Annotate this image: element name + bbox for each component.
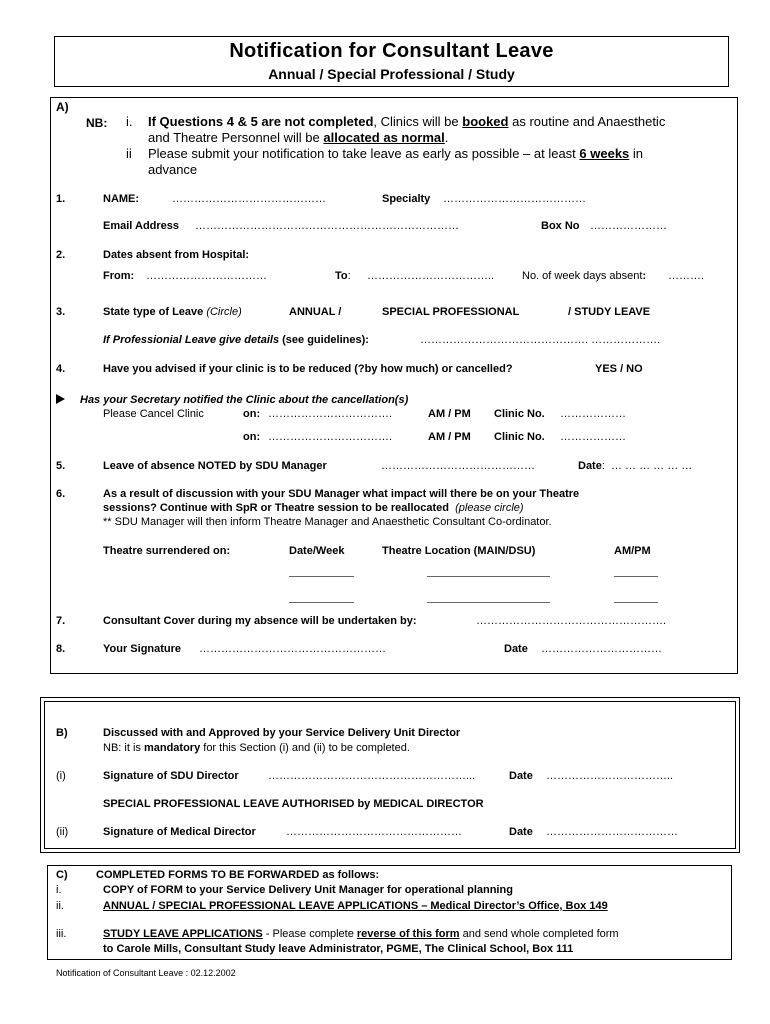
date-week-field-2[interactable] [289, 596, 354, 608]
section-a-box [50, 97, 738, 674]
cancel-ampm-1[interactable]: AM / PM [428, 408, 471, 420]
q1-number: 1. [56, 193, 66, 205]
q2-number: 2. [56, 249, 66, 261]
nb-ii-number: ii [126, 146, 132, 161]
nb-i-line2-text: and Theatre Personnel will be [148, 130, 324, 145]
q1-name-field[interactable]: …………………………………… [172, 193, 326, 205]
q2-weekdays-field[interactable]: ………. [668, 270, 705, 282]
nb-i-booked: booked [462, 114, 509, 129]
q4-yes-no[interactable]: YES / NO [595, 363, 643, 375]
q5-date-colon: : [601, 460, 605, 472]
q1-email-label: Email Address [103, 220, 180, 232]
clinic-no-field-1[interactable]: ……………… [560, 408, 626, 420]
col-date-week: Date/Week [289, 545, 345, 557]
q3-details-italic: If Professionial Leave give details [103, 334, 280, 346]
section-b-label: B) [56, 727, 68, 739]
q8-number: 8. [56, 643, 66, 655]
q8-label: Your Signature [103, 643, 182, 655]
section-c-iii-reverse: reverse of this form [356, 928, 460, 940]
clinic-no-label-1: Clinic No. [494, 408, 545, 420]
nb-ii-line2: advance [148, 162, 198, 177]
title-box [54, 36, 729, 87]
cancel-clinic-label: Please Cancel Clinic [103, 408, 204, 420]
q2-weekdays-colon: : [642, 270, 647, 282]
section-c-i-number: i. [56, 884, 62, 896]
q6-line2 [103, 502, 524, 514]
q1-name-label: NAME: [103, 193, 140, 205]
special-leave-authorised: SPECIAL PROFESSIONAL LEAVE AUTHORISED by MEDICAL DIRECTOR [103, 798, 484, 810]
medical-director-date-label: Date [509, 826, 533, 838]
q1-email-field[interactable]: ……………………………………………………………… [195, 220, 459, 232]
section-c-heading: COMPLETED FORMS TO BE FORWARDED as follows: [96, 869, 380, 881]
ampm-field-1[interactable] [614, 570, 658, 582]
q3-option-annual[interactable]: ANNUAL / [289, 306, 342, 318]
date-week-field-1[interactable] [289, 570, 354, 582]
nb-ii-weeks: 6 weeks [579, 146, 630, 161]
q1-specialty-label: Specialty [382, 193, 431, 205]
q3-label [103, 306, 242, 318]
nb-i-rest: as routine and Anaesthetic [508, 114, 666, 129]
q3-label-text: State type of Leave [103, 306, 204, 318]
section-c-ii-text: ANNUAL / SPECIAL PROFESSIONAL LEAVE APPLICATIONS – Medical Director’s Office, Box 149 [103, 900, 608, 912]
medical-director-date-field[interactable]: ……………………………… [546, 826, 678, 838]
location-field-2[interactable] [427, 596, 550, 608]
nb-i-line2-end: . [444, 130, 449, 145]
ampm-field-2[interactable] [614, 596, 658, 608]
location-field-1[interactable] [427, 570, 550, 582]
q3-circle-hint: (Circle) [206, 306, 242, 318]
footer-text: Notification of Consultant Leave : 02.12.2002 [56, 968, 236, 978]
q2-to-label [335, 270, 351, 282]
q3-option-special[interactable]: SPECIAL PROFESSIONAL [382, 306, 520, 318]
nb-i-plain: , Clinics will be [373, 114, 463, 129]
section-b-nb [103, 742, 410, 754]
q6-line1: As a result of discussion with your SDU Manager what impact will there be on your Theatre [103, 488, 580, 500]
q8-date-label: Date [504, 643, 528, 655]
q1-box-label: Box No [541, 220, 580, 232]
section-b-heading: Discussed with and Approved by your Service Delivery Unit Director [103, 727, 461, 739]
q3-number: 3. [56, 306, 66, 318]
q2-weekdays-text: No. of week days absent [522, 270, 643, 282]
q3-details-label [103, 334, 369, 346]
nb-i-line2 [148, 130, 448, 145]
page-title: Notification for Consultant Leave [229, 40, 554, 62]
sdu-director-signature-field[interactable]: ………………………………………………... [268, 770, 476, 782]
secretary-question: Has your Secretary notified the Clinic about the cancellation(s) [80, 394, 409, 406]
q6-line3: ** SDU Manager will then inform Theatre Manager and Anaesthetic Consultant Co-ordinator. [103, 516, 552, 528]
clinic-no-label-2: Clinic No. [494, 431, 545, 443]
q2-from-label: From: [103, 270, 135, 282]
q5-label: Leave of absence NOTED by SDU Manager [103, 460, 327, 472]
nb-ii-plain: Please submit your notification to take leave as early as possible – at least [148, 146, 580, 161]
q4-label: Have you advised if your clinic is to be reduced (?by how much) or cancelled? [103, 363, 513, 375]
section-c-iii-line2: to Carole Mills, Consultant Study leave Administrator, PGME, The Clinical School, Box 111 [103, 943, 574, 955]
q5-number: 5. [56, 460, 66, 472]
clinic-no-field-2[interactable]: ……………… [560, 431, 626, 443]
q4-number: 4. [56, 363, 66, 375]
q5-date-label [578, 460, 605, 472]
q6-number: 6. [56, 488, 66, 500]
medical-director-signature-label: Signature of Medical Director [103, 826, 256, 838]
sdu-director-date-field[interactable]: …………………………….. [546, 770, 674, 782]
cancel-date-field-2[interactable]: ……………………………. [268, 431, 393, 443]
cancel-on-label-1: on: [243, 408, 261, 420]
section-b-nb-text: NB: it is [103, 742, 144, 754]
cancel-ampm-2[interactable]: AM / PM [428, 431, 471, 443]
section-c-i-text: COPY of FORM to your Service Delivery Unit Manager for operational planning [103, 884, 513, 896]
cancel-on-label-2: on: [243, 431, 261, 443]
q2-from-field[interactable]: …………………………… [146, 270, 267, 282]
q8-signature-field[interactable]: …………………………………………… [199, 643, 386, 655]
nb-i-allocated: allocated as normal [323, 130, 445, 145]
q1-box-field[interactable]: ………………… [590, 220, 667, 232]
q5-date-field[interactable]: … … … … … … [611, 460, 693, 472]
q2-to-text: To [335, 270, 348, 282]
section-b-i-number: (i) [56, 770, 66, 782]
q2-weekdays-label [522, 270, 646, 282]
q8-date-field[interactable]: …………………………… [541, 643, 662, 655]
sdu-director-signature-label: Signature of SDU Director [103, 770, 239, 782]
section-c-label: C) [56, 869, 68, 881]
q7-field[interactable]: ……………………………………………. [476, 615, 667, 627]
page-subtitle: Annual / Special Professional / Study [268, 66, 515, 82]
section-c-ii-number: ii. [56, 900, 64, 912]
section-c-iii-study: STUDY LEAVE APPLICATIONS [103, 928, 263, 940]
q5-date-text: Date [578, 460, 602, 472]
arrow-bullet-icon [56, 393, 65, 405]
nb-ii-rest: in [629, 146, 644, 161]
col-theatre-location: Theatre Location (MAIN/DSU) [382, 545, 536, 557]
section-b-nb-rest: for this Section (i) and (ii) to be completed. [200, 742, 410, 754]
q6-line2-text: sessions? Continue with SpR or Theatre session to be reallocated [103, 502, 449, 514]
q2-to-field[interactable]: …………………………….. [367, 270, 495, 282]
q7-number: 7. [56, 615, 66, 627]
theatre-surrendered-label: Theatre surrendered on: [103, 545, 231, 557]
section-a-label: A) [56, 100, 69, 114]
section-c-iii-number: iii. [56, 928, 67, 940]
nb-ii-text [148, 146, 643, 161]
section-b-ii-number: (ii) [56, 826, 69, 838]
q5-field[interactable]: …………………………………… [381, 460, 535, 472]
col-ampm: AM/PM [614, 545, 651, 557]
medical-director-signature-field[interactable]: ………………………………………… [286, 826, 462, 838]
q3-details-rest: (see guidelines): [279, 334, 369, 346]
q7-label: Consultant Cover during my absence will be undertaken by: [103, 615, 417, 627]
nb-i-text [148, 114, 665, 129]
q6-please-circle: (please circle) [455, 502, 524, 514]
nb-i-number: i. [126, 114, 133, 129]
nb-label: NB: [86, 116, 108, 130]
cancel-date-field-1[interactable]: ……………………………. [268, 408, 393, 420]
q2-label: Dates absent from Hospital: [103, 249, 250, 261]
q2-to-colon: : [347, 270, 351, 282]
nb-i-bold: If Questions 4 & 5 are not completed [148, 114, 374, 129]
section-c-iii-rest: and send whole completed form [459, 928, 619, 940]
section-c-iii-plain: - Please complete [262, 928, 357, 940]
section-c-iii-text [103, 928, 619, 940]
q1-specialty-field[interactable]: ………………………………… [443, 193, 586, 205]
q3-details-field[interactable]: ………………………………………. ………………. [420, 334, 661, 346]
section-b-nb-mandatory: mandatory [143, 742, 201, 754]
q3-option-study[interactable]: / STUDY LEAVE [568, 306, 651, 318]
sdu-director-date-label: Date [509, 770, 533, 782]
